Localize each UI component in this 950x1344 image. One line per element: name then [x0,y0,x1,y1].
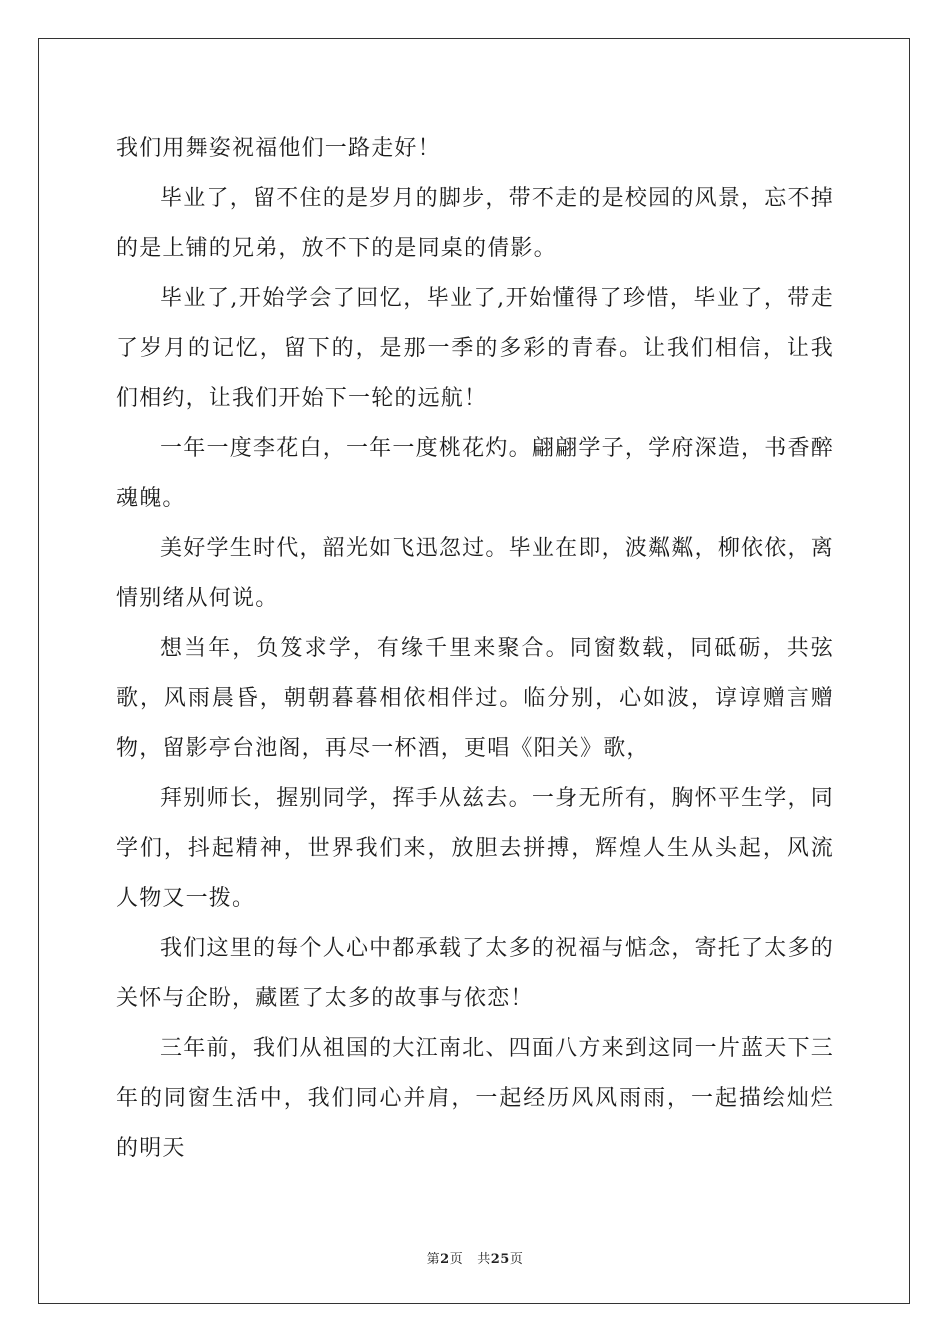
total-pages: 25 [490,1252,510,1267]
paragraph: 想当年，负笈求学，有缘千里来聚合。同窗数载，同砥砺，共弦歌，风雨晨昏，朝朝暮暮相依相伴过。临分别，心如波，谆谆赠言赠物，留影亭台池阁，再尽一杯酒，更唱《阳关》歌， [116,636,834,761]
paragraph: 一年一度李花白，一年一度桃花灼。翩翩学子，学府深造，书香醉魂魄。 [116,436,834,511]
paragraph: 我们用舞姿祝福他们一路走好！ [116,136,441,161]
paragraph: 毕业了，留不住的是岁月的脚步，带不走的是校园的风景，忘不掉的是上铺的兄弟，放不下的是同桌的倩影。 [116,186,834,261]
page-number: 2 [440,1252,450,1267]
total-suffix: 页 [509,1252,524,1267]
paragraph: 三年前，我们从祖国的大江南北、四面八方来到这同一片蓝天下三年的同窗生活中，我们同心并肩，一起经历风风雨雨，一起描绘灿烂的明天 [116,1036,834,1161]
paragraph: 拜别师长，握别同学，挥手从兹去。一身无所有，胸怀平生学，同学们，抖起精神，世界我们来，放胆去拼搏，辉煌人生从头起，风流人物又一拨。 [116,786,834,911]
document-body [116,124,834,1174]
page-suffix: 页 [449,1252,464,1267]
paragraph: 美好学生时代，韶光如飞迅忽过。毕业在即，波粼粼，柳依依，离情别绪从何说。 [116,536,834,611]
paragraph: 毕业了,开始学会了回忆，毕业了,开始懂得了珍惜，毕业了，带走了岁月的记忆，留下的，是那一季的多彩的青春。让我们相信，让我们相约，让我们开始下一轮的远航！ [116,286,834,411]
page-footer [0,1248,950,1267]
paragraph: 我们这里的每个人心中都承载了太多的祝福与惦念，寄托了太多的关怀与企盼，藏匿了太多的故事与依恋！ [116,936,834,1011]
total-prefix: 共 [477,1252,491,1267]
page-prefix: 第 [426,1252,441,1267]
